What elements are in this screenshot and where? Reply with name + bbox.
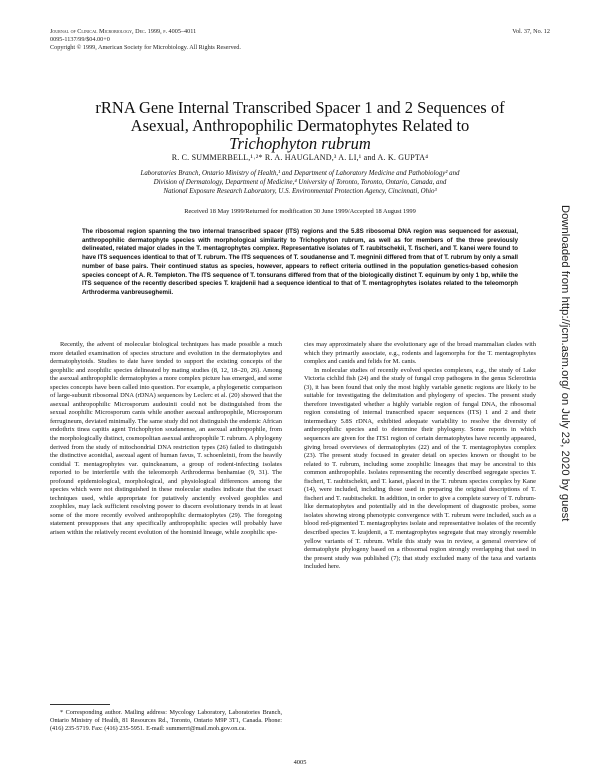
title-line-3: Trichophyton rubrum (229, 134, 371, 153)
copyright-line: Copyright © 1999, American Society for Microbiology. All Rights Reserved. (50, 44, 241, 51)
affiliations (60, 169, 540, 197)
affiliation-line: Laboratories Branch, Ontario Ministry of Health,¹ and Department of Laboratory Medicine and Pathobiology² and (140, 170, 460, 177)
journal-line: Journal of Clinical Microbiology, Dec. 1999, p. 4005–4011 (50, 28, 197, 35)
body-paragraph: Recently, the advent of molecular biological techniques has made possible a much more detailed examination of species structure and evolution in the dermatophytes and dermatophytoids. Studies to date have tended to support the existing concepts of the geophilic and zoophilic species delineated by mating studies (8, 12, 18–20, 26). Among the asexual anthropophilic dermatophytes a more complex picture has emerged, and some species concepts have been called into question. For example, a phylogenetic comparison of large-subunit ribosomal DNA (rDNA) sequences by Leclerc et al. (20) showed that the asexual anthropophilic Microsporum audouinii could not be distinguished from the sexual zoophilic Microsporum canis while another asexual anthropophile, Microsporum ferrugineum, deviated minimally. The same study did not distinguish the endemic African endothrix tinea capitis agent Trichophyton soudanense, an asexual anthropophile, from the morphologically distinct, cosmopolitan asexual anthropophile T. rubrum. A phylogeny derived from the study of mitochondrial DNA restriction types (26) failed to distinguish the distinctive aconidial, asexual agent of human favus, T. schoenleinii, from the heavily conidial T. mentagrophytes var. quinckeanum, a group of rodent-infecting isolates reported to be interfertile with the teleomorph Arthroderma benhamiae (9, 31). The profound epidemiological, morphological, and physiological differences among the species which were not distinguished in these molecular studies indicate that the exact techniques used, while appropriate for putatively anciently evolved geophiles and zoophiles, may lack sufficient resolving power to discern evolutionary trends in at least some of the more recently evolved anthropophilic dermatophytes (29). The foregoing statement presupposes that any specifically anthropophilic species will probably have arisen within the relatively recent evolution of the hominid lineage, while zoophilic spe- (50, 341, 282, 537)
body-paragraph: In molecular studies of recently evolved species complexes, e.g., the study of Lake Victoria cichlid fish (24) and the study of fungal crop pathogens in the genus Sclerotinia (3), it has been found that only the most highly variable genetic regions are likely to be suitable for investigating the delimitation and phylogeny of species. The present study therefore investigated whether a highly variable region of fungal DNA, the ribosomal region consisting of internal transcribed spacer sequences (ITS) 1 and 2 and their intermediary 5.8S rDNA, exhibited adequate variability to resolve the diversity of anthropophilic species and to determine their phylogeny. Some reports in which sequences are given for the ITS1 region of certain dermatophytes have recently appeared, giving broad overviews of dermatophytes (22) and of the T. mentagrophytes complex (23). The present study focused in greater detail on species known or thought to be related to T. rubrum, including some zoophilic lineages that may be ancestral to this common anthropophile. Isolates representing the recently described segregate species T. fischeri, T. raubitschekii, and T. kanei, placed in the T. rubrum species complex by Kane (14), were included, including those used in preparing the original descriptions of T. fischeri and T. raubitschekii. In addition, in order to give a complete survey of T. rubrum-like dermatophytes and potentially aid in the development of diagnostic probes, some isolates showing strong phenotypic convergence with T. rubrum were included, such as a blood red-pigmented T. mentagrophytes isolate and representative isolates of the recently described species T. krajdenii, a T. mentagrophytes segregate that may strongly resemble yellow variants of T. rubrum. While this study was in review, a general overview of dermatophyte phylogeny based on a ribosomal region strongly overlapping that used in the present study was published (7); that study excluded many of the taxa and variants included here. (304, 366, 536, 571)
title-line-1: rRNA Gene Internal Transcribed Spacer 1 and 2 Sequences of (95, 98, 505, 117)
volume-label: Vol. 37, No. 12 (512, 28, 550, 35)
footnote-divider (50, 704, 110, 705)
author-list: R. C. SUMMERBELL,¹˒²* R. A. HAUGLAND,³ A. LI,¹ and A. K. GUPTA⁴ (171, 153, 429, 162)
page-number: 4005 (293, 759, 307, 766)
body-column-right (304, 341, 536, 572)
body-column-left (50, 341, 282, 538)
article-title (40, 99, 560, 153)
title-line-2: Asexual, Anthropophilic Dermatophytes Related to (130, 116, 470, 135)
abstract: The ribosomal region spanning the two internal transcribed spacer (ITS) regions and the 5.8S ribosomal DNA region was sequenced for asexual, anthropophilic dermatophyte species with morphological similarity to Trichophyton rubrum, as well as for members of the three previously delineated, related major clades in the T. mentagrophytes complex. Representative isolates of T. raubitschekii, T. fischeri, and T. kanei were found to have ITS sequences identical to that of T. rubrum. The ITS sequences of T. soudanense and T. megninii differed from that of T. rubrum by only a small number of base pairs. Their continued status as species, however, appears to reflect criteria outlined in the population genetics-based cohesion species concept of A. R. Templeton. The ITS sequence of T. tonsurans differed from that of the biologically distinct T. equinum by only 1 bp, while the ITS sequence of the recently described species T. krajdenii had a sequence identical to that of T. mentagrophytes isolates related to the teleomorph Arthroderma vanbreuseghemii. (82, 228, 518, 296)
affiliation-line: Division of Dermatology, Department of Medicine,⁴ University of Toronto, Toronto, Ontario, Canada, and (153, 179, 447, 187)
issn-line: 0095-1137/99/$04.00+0 (50, 36, 110, 43)
download-watermark (551, 205, 571, 535)
corresponding-author-footnote: * Corresponding author. Mailing address: Mycology Laboratory, Laboratories Branch, Ontario Ministry of Health, 81 Resources Rd., Toronto, Ontario M9P 3T1, Canada. Phone: (416) 235-5719. Fax: (416) 235-5951. E-mail: summerri@mail.moh.gov.on.ca. (50, 709, 282, 733)
received-dates: Received 18 May 1999/Returned for modification 30 June 1999/Accepted 18 August 1999 (184, 208, 416, 215)
download-notice-text: Downloaded from http://jcm.asm.org/ on July 23, 2020 by guest (559, 205, 571, 522)
affiliation-line: National Exposure Research Laboratory, U.S. Environmental Protection Agency, Cincinnati, Ohio³ (163, 188, 437, 196)
body-paragraph: cies may approximately share the evolutionary age of the broad mammalian clades with which they primarily associate, e.g., rodents and lagomorphs for the T. mentagrophytes complex and canids and felids for M. canis. (304, 341, 536, 366)
header-left (50, 28, 410, 52)
